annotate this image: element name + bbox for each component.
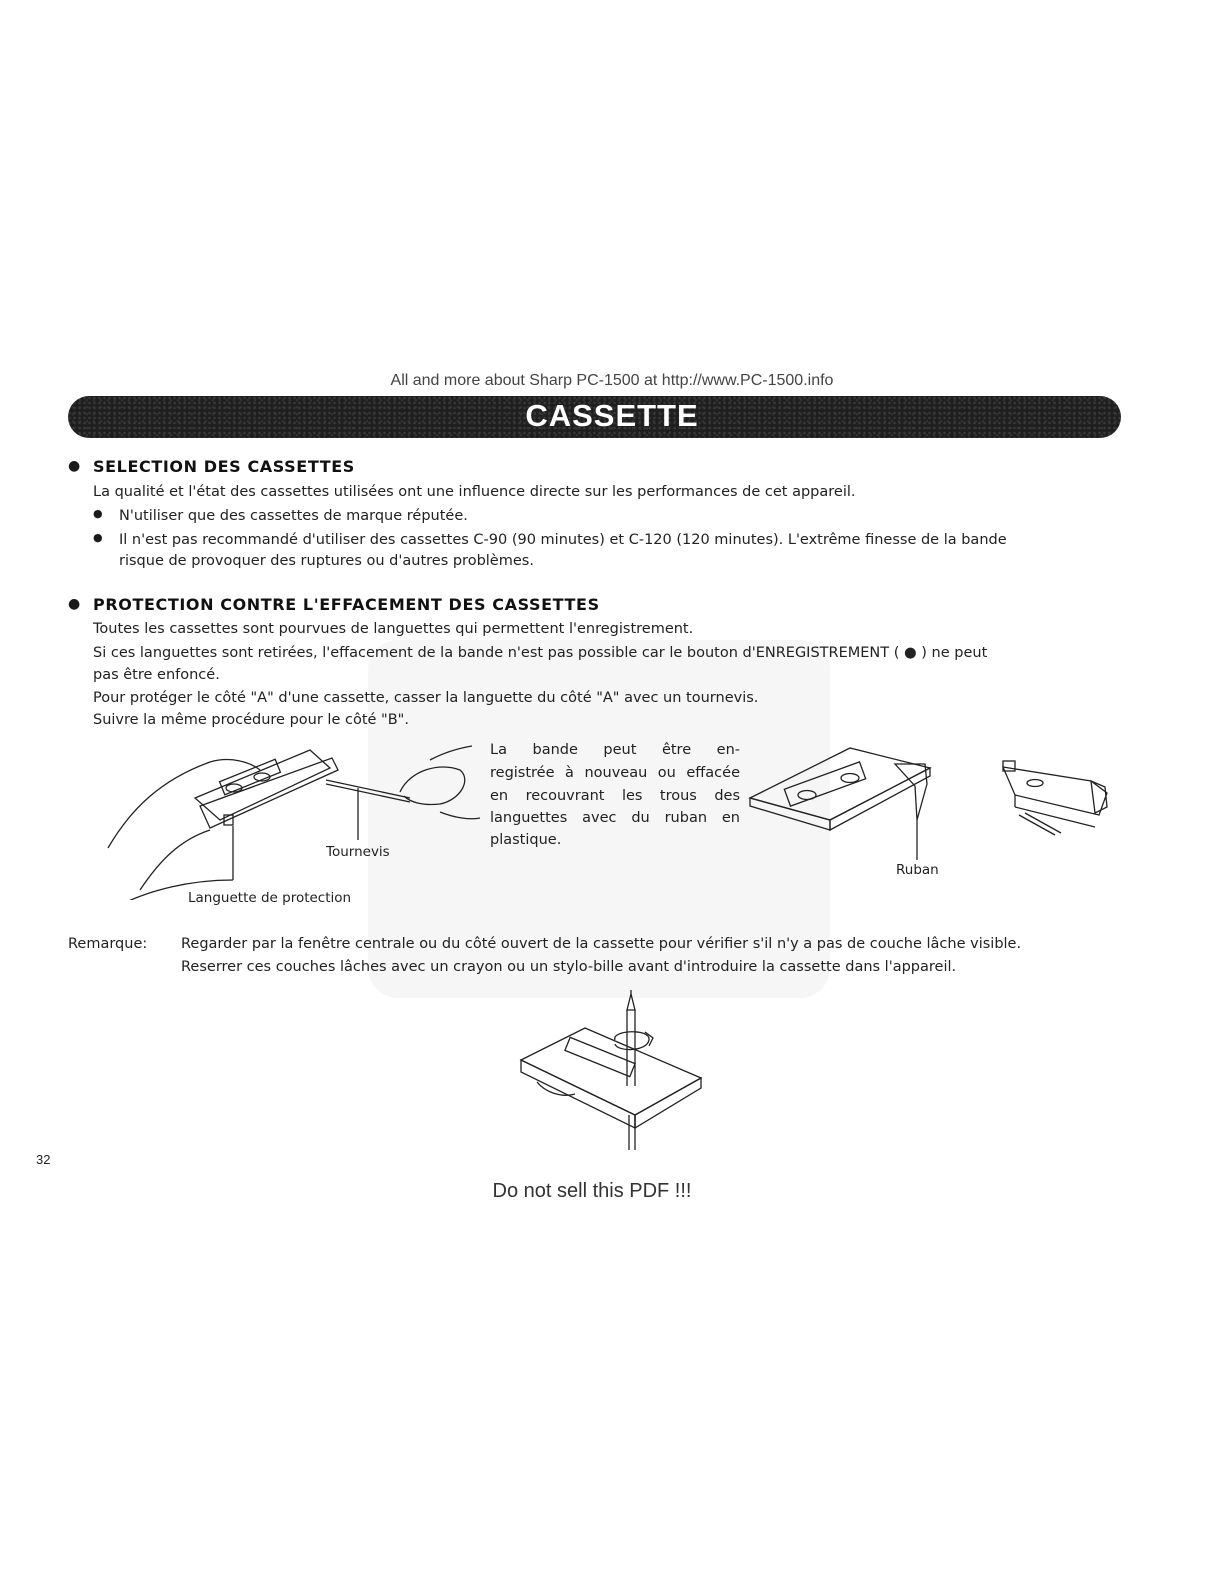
illustration-cassette-pencil: [515, 990, 710, 1155]
tape-note-line-5: plastique.: [490, 832, 562, 848]
page-number: 32: [36, 1152, 51, 1167]
remark-line-2: Reserrer ces couches lâches avec un crayon ou un stylo-bille avant d'introduire la cassette dans l'appareil.: [181, 959, 957, 975]
list-bullet-icon: ●: [93, 507, 103, 520]
header-note: All and more about Sharp PC-1500 at http://www.PC-1500.info: [390, 372, 834, 389]
selection-intro: La qualité et l'état des cassettes utilisées ont une influence directe sur les performances de cet appareil.: [93, 484, 856, 500]
selection-bullet-2: Il n'est pas recommandé d'utiliser des cassettes C-90 (90 minutes) et C-120 (120 minutes). L'extrême finesse de la bande: [119, 532, 1007, 548]
section-heading-protection: PROTECTION CONTRE L'EFFACEMENT DES CASSETTES: [93, 595, 600, 614]
remark-line-1: Regarder par la fenêtre centrale ou du côté ouvert de la cassette pour vérifier s'il n'y a pas de couche lâche visible.: [181, 936, 1022, 952]
selection-bullet-2-cont: risque de provoquer des ruptures ou d'autres problèmes.: [119, 553, 534, 569]
page-title: CASSETTE: [525, 398, 699, 433]
tape-note-line-2: registrée à nouveau ou effacée: [490, 765, 740, 781]
tape-note-line-3: en recouvrant les trous des: [490, 788, 740, 804]
section-bullet-icon: ●: [68, 458, 81, 474]
protection-line-2: Si ces languettes sont retirées, l'effacement de la bande n'est pas possible car le bouton d'ENREGISTREMENT ( ● ) ne peut: [93, 645, 988, 661]
illustration-cassette-corner: [995, 755, 1115, 845]
label-protection-tab: Languette de protection: [188, 890, 352, 906]
section-bullet-icon: ●: [68, 596, 81, 612]
protection-line-4: Pour protéger le côté "A" d'une cassette, casser la languette du côté "A" avec un tournevis.: [93, 690, 759, 706]
protection-line-5: Suivre la même procédure pour le côté "B".: [93, 712, 409, 728]
illustration-screwdriver: [100, 740, 480, 900]
list-bullet-icon: ●: [93, 531, 103, 544]
tape-note-line-1: La bande peut être en-: [490, 742, 740, 758]
remark-label: Remarque:: [68, 936, 148, 952]
section-heading-selection: SELECTION DES CASSETTES: [93, 457, 355, 476]
illustration-cassette-tape: [745, 740, 945, 865]
tape-note-line-4: languettes avec du ruban en: [490, 810, 740, 826]
selection-bullet-1: N'utiliser que des cassettes de marque réputée.: [119, 508, 468, 524]
protection-line-1: Toutes les cassettes sont pourvues de languettes qui permettent l'enregistrement.: [93, 621, 694, 637]
footer-note: Do not sell this PDF !!!: [492, 1180, 692, 1202]
label-tape: Ruban: [896, 862, 939, 878]
label-screwdriver: Tournevis: [326, 844, 390, 860]
protection-line-3: pas être enfoncé.: [93, 667, 220, 683]
